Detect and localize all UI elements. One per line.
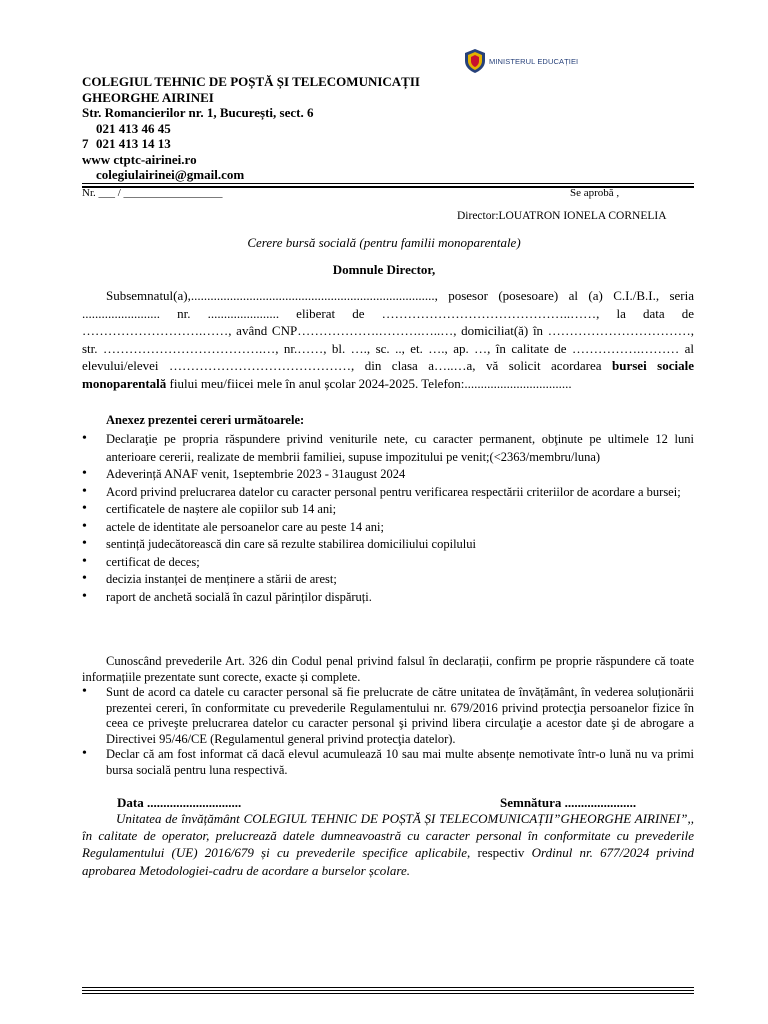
school-phone2: 7 021 413 14 13 [82, 136, 171, 151]
footer-rule [82, 987, 694, 988]
list-item: • Declaraţie pe propria răspundere privind veniturile nete, cu caracter permanent, obţinute pe ultimele 12 luni anterioare cererii, realizate de membrii familiei, supuse impozitului pe venit;(<2363/membru/luna) [82, 431, 694, 466]
list-item: • raport de anchetă socială în cazul părinților dispăruți. [82, 589, 694, 607]
list-item: • Declar că am fost informat că dacă elevul acumulează 10 sau mai multe absențe nemotivate într-o lună nu va primi bursa socială pentru luna respectivă. [82, 747, 694, 778]
registration-number: Nr. ___ / __________________ [82, 187, 223, 199]
request-subject: Cerere bursă socială (pentru familii monoparentale) [247, 235, 521, 250]
ministry-logo [463, 48, 578, 74]
scholarship-type: bursei sociale monoparentală [82, 358, 694, 391]
approval-label: Se aprobă , [570, 187, 620, 199]
signature-field: Semnătura ...................... [500, 795, 637, 810]
school-address: Str. Romancierilor nr. 1, București, sect. 6 [82, 105, 314, 120]
school-name-line1: COLEGIUL TEHNIC DE POȘTĂ ȘI TELECOMUNICAȚII [82, 74, 420, 89]
list-item: • certificat de deces; [82, 554, 694, 572]
logo-text: MINISTERUL EDUCAȚIEI [489, 56, 579, 66]
list-item: • sentință judecătorească din care să rezulte stabilirea domiciliului copilului [82, 536, 694, 554]
list-item: • decizia instanței de menținere a stării de arest; [82, 571, 694, 589]
list-item: • Sunt de acord ca datele cu caracter personal să fie prelucrate de către unitatea de învățământ, în vederea soluționării prezentei cereri, în conformitate cu prevederile Regulamentului nr. 679/2016 privind protecţia persoanelor fizice în ceea ce priveşte prelucrarea datelor cu caracter personal şi privind libera circulaţie a acestor date şi de abrogare a Directivei 95/46/CE (Regulamentul general privind protecţia datelor). [82, 685, 694, 747]
list-item: • actele de identitate ale persoanelor care au peste 14 ani; [82, 519, 694, 537]
list-item: • Acord privind prelucrarea datelor cu caracter personal pentru verificarea respectării criteriilor de acordare a bursei; [82, 484, 694, 502]
list-item: • Adeverință ANAF venit, 1septembrie 2023 - 31august 2024 [82, 466, 694, 484]
school-website: www ctptc-airinei.ro [82, 151, 197, 167]
school-header [82, 74, 420, 183]
school-phone1: 021 413 46 45 [96, 120, 171, 136]
footer-rule [82, 993, 694, 994]
date-field: Data ............................. [117, 795, 242, 810]
consent-list [82, 685, 694, 778]
director-name: Director:LOUATRON IONELA CORNELIA [457, 210, 667, 222]
annex-list [82, 431, 694, 606]
header-rule-thin [82, 183, 694, 184]
applicant-paragraph: Subsemnatul(a),..........................................................................., posesor (posesoare) al (a) C.I./B.I., seria ........................ nr. ...................... eliberat de ……………………………………..……, la data de ……………………….……, având CNP……………….……….…..…, domiciliat(ă) în ……………………………, str. ……………………………….…, nr.……, bl. …., sc. .., et. …., ap. …, în calitate de …………….……… al elevului/elevei ……………………………………, din clasa a…..…a, vă solicit acordarea bursei sociale monoparentală fiului meu/fiicei mele în anul școlar 2024-2025. Telefon:................................. [82, 288, 694, 391]
list-item: • certificatele de naștere ale copiilor sub 14 ani; [82, 501, 694, 519]
penal-code-statement: Cunoscând prevederile Art. 326 din Codul penal privind falsul în declarații, confirm pe proprie răspundere că toate informațiile prezentate sunt corecte, exacte și complete. [82, 654, 694, 684]
gdpr-notice: Unitatea de învățământ COLEGIUL TEHNIC DE POȘTĂ ȘI TELECOMUNICAȚII”GHEORGHE AIRINEI”,, în calitate de operator, prelucrează datele dumneavoastră cu caracter personal în conformitate cu prevederile Regulamentului (UE) 2016/679 și cu prevederile specifice aplicabile, respectiv Ordinul nr. 677/2024 privind aprobarea Metodologiei-cadru de acordare a burselor școlare. [82, 811, 695, 878]
salutation: Domnule Director, [332, 262, 436, 277]
school-name-line2: GHEORGHE AIRINEI [82, 89, 214, 105]
footer-rule [82, 990, 694, 991]
annex-heading: Anexez prezentei cereri următoarele: [106, 413, 305, 427]
school-email: colegiulairinei@gmail.com [96, 167, 245, 182]
ministry-crest-icon [463, 48, 487, 74]
